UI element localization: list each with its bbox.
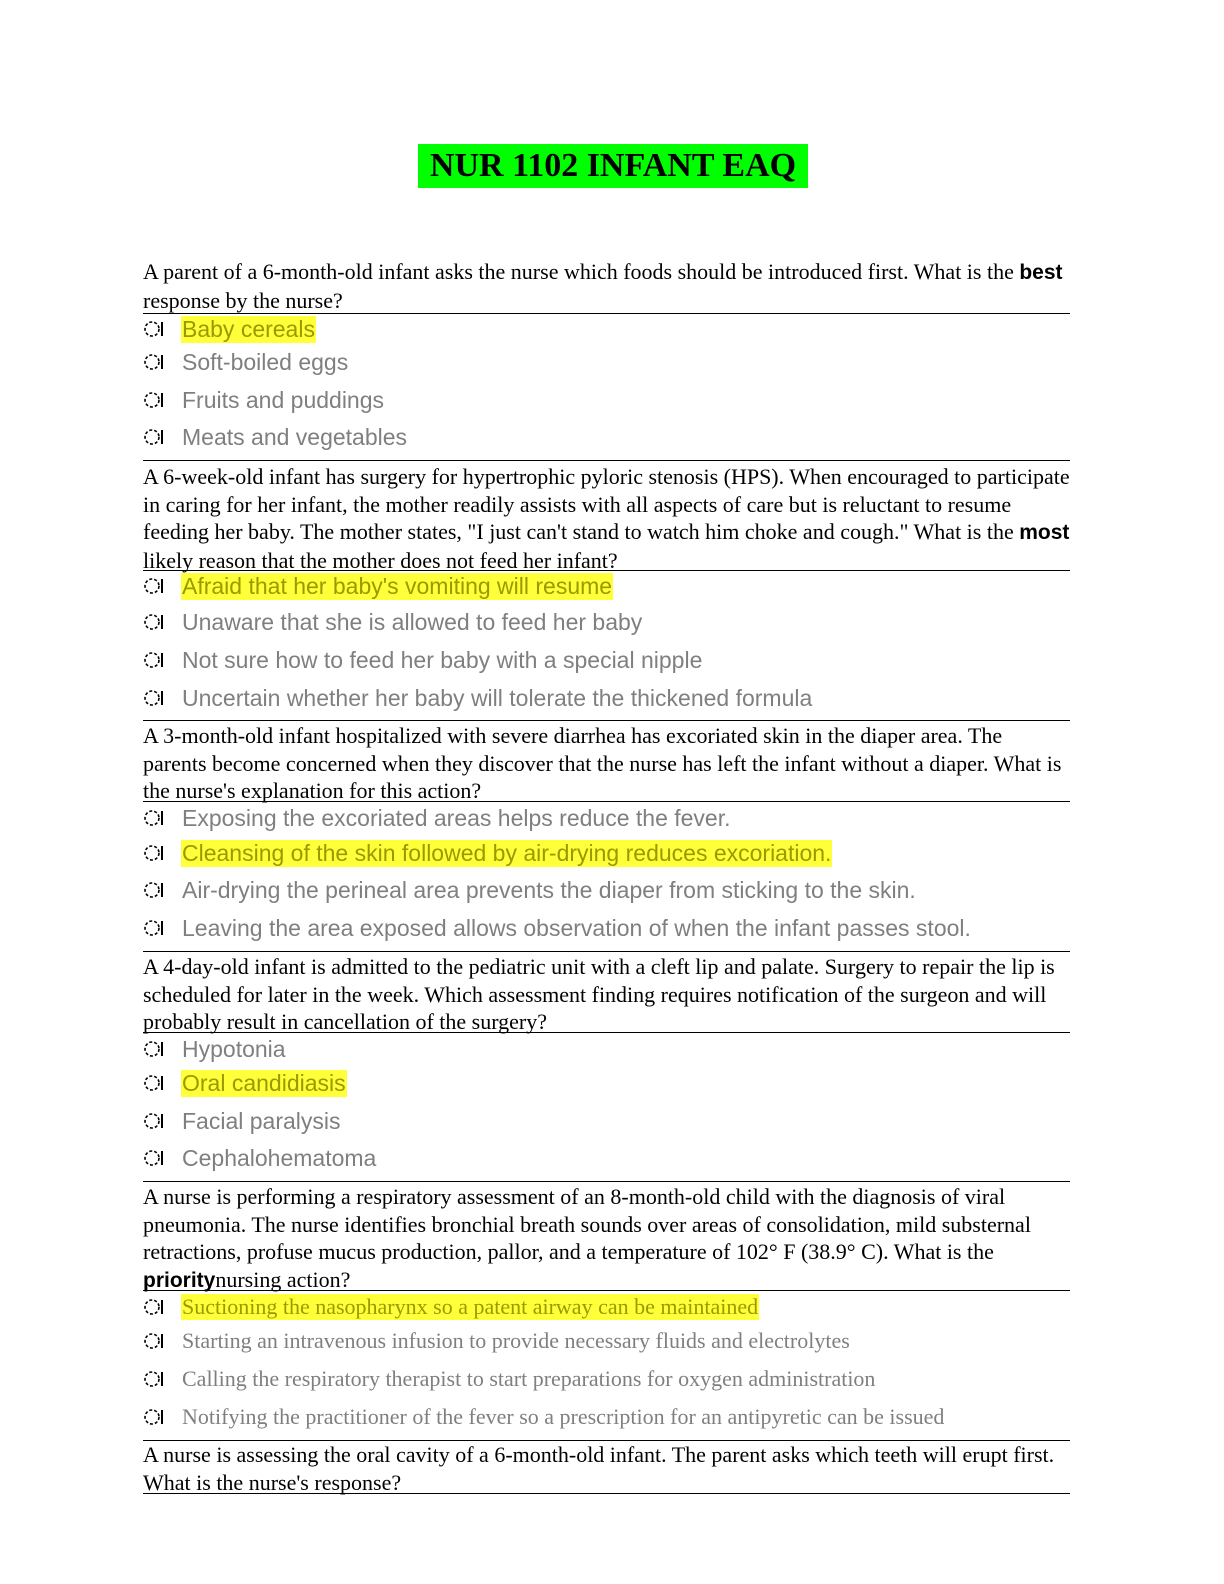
answer-option[interactable]	[143, 422, 408, 452]
radio-button-icon[interactable]	[143, 1039, 169, 1059]
divider	[143, 951, 1070, 952]
radio-button-icon[interactable]	[143, 1148, 169, 1168]
question-3	[143, 722, 1070, 805]
answer-option[interactable]	[143, 838, 832, 868]
divider	[143, 1181, 1070, 1182]
answer-option[interactable]	[143, 571, 613, 601]
question-text: A 4-day-old infant is admitted to the pediatric unit with a cleft lip and palate. Surgery to repair the lip is scheduled for later in the week. Which assessment finding requires notification of the surgeon and will probably result in cancellation of the surgery?	[143, 954, 1055, 1034]
radio-button-icon[interactable]	[143, 352, 169, 372]
radio-button-icon[interactable]	[143, 1297, 169, 1317]
document-title: NUR 1102 INFANT EAQ	[418, 144, 808, 188]
answer-option-label: Baby cereals	[182, 315, 315, 342]
answer-option[interactable]	[143, 683, 813, 713]
radio-button-icon[interactable]	[143, 918, 169, 938]
answer-option-label: Leaving the area exposed allows observation of when the infant passes stool.	[182, 914, 971, 941]
question-emphasis: best	[1019, 261, 1063, 284]
radio-button-icon[interactable]	[143, 612, 169, 632]
answer-option-label: Uncertain whether her baby will tolerate the thickened formula	[182, 684, 813, 711]
radio-button-icon[interactable]	[143, 1407, 169, 1427]
question-text: likely reason that the mother does not feed her infant?	[143, 547, 618, 573]
answer-option-label: Notifying the practitioner of the fever so a prescription for an antipyretic can be issued	[182, 1404, 945, 1429]
answer-option-label: Not sure how to feed her baby with a special nipple	[182, 646, 703, 673]
answer-option-label: Oral candidiasis	[182, 1069, 346, 1096]
answer-option-label: Fruits and puddings	[182, 386, 385, 413]
question-text: A 6-week-old infant has surgery for hypertrophic pyloric stenosis (HPS). When encouraged to participate in caring for her infant, the mother readily assists with all aspects of care but is reluctant to resume feeding her baby. The mother states, "I just can't stand to watch him choke and cough." What is the	[143, 464, 1070, 544]
answer-option[interactable]	[143, 875, 917, 905]
radio-button-icon[interactable]	[143, 319, 169, 339]
divider	[143, 720, 1070, 721]
question-text: A nurse is performing a respiratory assessment of an 8-month-old child with the diagnosis of viral pneumonia. The nurse identifies bronchial breath sounds over areas of consolidation, mild substernal retractions, profuse mucus production, pallor, and a temperature of 102° F (38.9° C). What is the	[143, 1184, 1031, 1264]
radio-button-icon[interactable]	[143, 1331, 169, 1351]
question-emphasis: priority	[143, 1268, 216, 1292]
answer-option[interactable]	[143, 645, 703, 675]
question-text: A nurse is assessing the oral cavity of a 6-month-old infant. The parent asks which teeth will erupt first. What is the nurse's response?	[143, 1442, 1055, 1495]
radio-button-icon[interactable]	[143, 427, 169, 447]
question-emphasis: most	[1019, 521, 1070, 544]
answer-option[interactable]	[143, 1402, 945, 1432]
answer-option[interactable]	[143, 1292, 759, 1322]
question-6	[143, 1441, 1070, 1496]
question-4	[143, 953, 1070, 1036]
answer-option[interactable]	[143, 1364, 876, 1394]
question-text: A parent of a 6-month-old infant asks the nurse which foods should be introduced first. What is the	[143, 259, 1020, 284]
answer-option[interactable]	[143, 1034, 287, 1064]
answer-option[interactable]	[143, 385, 385, 415]
answer-option[interactable]	[143, 1068, 347, 1098]
answer-option[interactable]	[143, 607, 643, 637]
answer-option[interactable]	[143, 913, 972, 943]
radio-button-icon[interactable]	[143, 688, 169, 708]
question-2	[143, 463, 1070, 574]
answer-option[interactable]	[143, 1326, 851, 1356]
divider	[143, 1290, 1070, 1291]
answer-option-label: Cleansing of the skin followed by air-drying reduces excoriation.	[182, 839, 832, 866]
question-text: A 3-month-old infant hospitalized with severe diarrhea has excoriated skin in the diaper area. The parents become concerned when they discover that the nurse has left the infant without a diaper. What is the nurse's explanation for this action?	[143, 723, 1062, 803]
divider	[143, 460, 1070, 461]
radio-button-icon[interactable]	[143, 808, 169, 828]
radio-button-icon[interactable]	[143, 576, 169, 596]
answer-option[interactable]	[143, 1143, 377, 1173]
divider	[143, 801, 1070, 802]
question-text: nursing action?	[215, 1266, 351, 1292]
radio-button-icon[interactable]	[143, 390, 169, 410]
answer-option-label: Soft-boiled eggs	[182, 348, 349, 375]
divider	[143, 1032, 1070, 1033]
answer-option[interactable]	[143, 1106, 342, 1136]
answer-option-label: Starting an intravenous infusion to provide necessary fluids and electrolytes	[182, 1328, 850, 1353]
question-text: response by the nurse?	[143, 287, 343, 313]
radio-button-icon[interactable]	[143, 880, 169, 900]
answer-option-label: Unaware that she is allowed to feed her baby	[182, 608, 643, 635]
radio-button-icon[interactable]	[143, 1073, 169, 1093]
divider	[143, 1493, 1070, 1494]
answer-option-label: Suctioning the nasopharynx so a patent airway can be maintained	[182, 1294, 759, 1319]
question-5	[143, 1183, 1070, 1294]
answer-option-label: Cephalohematoma	[182, 1144, 377, 1171]
answer-option-label: Air-drying the perineal area prevents the diaper from sticking to the skin.	[182, 876, 916, 903]
radio-button-icon[interactable]	[143, 843, 169, 863]
answer-option[interactable]	[143, 314, 316, 344]
radio-button-icon[interactable]	[143, 1369, 169, 1389]
answer-option[interactable]	[143, 803, 732, 833]
radio-button-icon[interactable]	[143, 650, 169, 670]
answer-option[interactable]	[143, 347, 349, 377]
answer-option-label: Afraid that her baby's vomiting will resume	[182, 572, 613, 599]
answer-option-label: Hypotonia	[182, 1035, 286, 1062]
radio-button-icon[interactable]	[143, 1111, 169, 1131]
answer-option-label: Meats and vegetables	[182, 423, 408, 450]
answer-option-label: Exposing the excoriated areas helps reduce the fever.	[182, 804, 731, 831]
question-1	[143, 258, 1070, 314]
answer-option-label: Calling the respiratory therapist to start preparations for oxygen administration	[182, 1366, 876, 1391]
answer-option-label: Facial paralysis	[182, 1107, 341, 1134]
